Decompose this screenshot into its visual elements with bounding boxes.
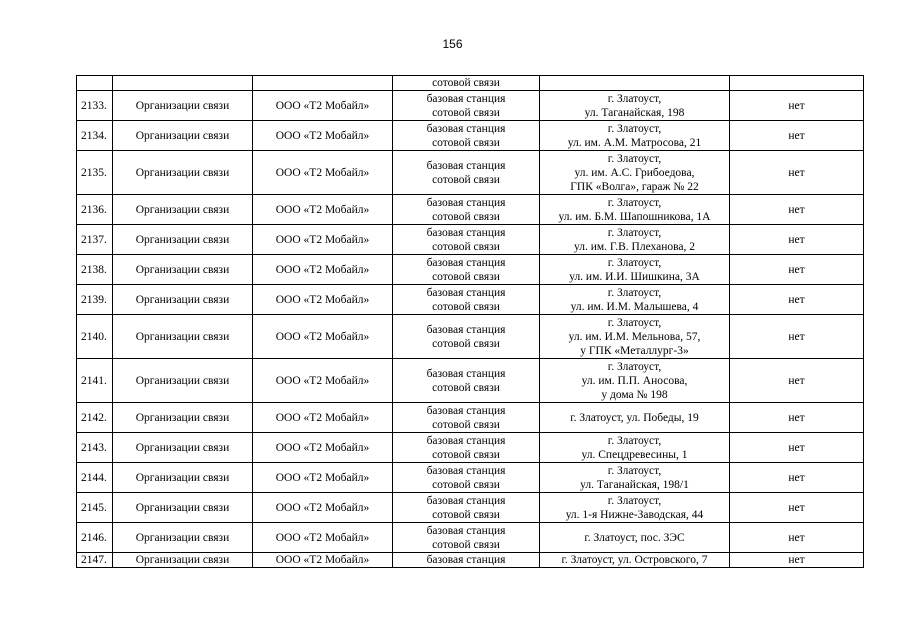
object-type-cell <box>393 523 540 553</box>
object-type-cell-line: сотовой связи <box>432 106 500 119</box>
table-row <box>77 315 864 359</box>
value-cell: нет <box>730 91 864 121</box>
object-type-cell-line: сотовой связи <box>432 337 500 350</box>
row-number-cell: 2147. <box>77 553 113 568</box>
object-type-cell-line: сотовой связи <box>432 418 500 431</box>
object-type-cell-line: базовая станция <box>426 404 506 417</box>
category-cell: Организации связи <box>113 225 253 255</box>
table-row <box>77 403 864 433</box>
table-row <box>77 433 864 463</box>
value-cell: нет <box>730 315 864 359</box>
address-cell-line: у ГПК «Металлург-3» <box>580 344 689 357</box>
object-type-cell-line: базовая станция <box>426 159 506 172</box>
address-cell <box>540 285 730 315</box>
category-cell: Организации связи <box>113 195 253 225</box>
value-cell: нет <box>730 359 864 403</box>
organization-cell: ООО «Т2 Мобайл» <box>253 493 393 523</box>
object-type-cell <box>393 433 540 463</box>
value-cell: нет <box>730 151 864 195</box>
category-cell: Организации связи <box>113 315 253 359</box>
object-type-cell <box>393 91 540 121</box>
table-row <box>77 225 864 255</box>
row-number-cell: 2145. <box>77 493 113 523</box>
address-cell-line: г. Златоуст, <box>607 152 662 165</box>
object-type-cell-line: базовая станция <box>426 286 506 299</box>
address-cell <box>540 225 730 255</box>
address-cell-line: г. Златоуст, <box>607 286 662 299</box>
address-cell <box>540 463 730 493</box>
address-cell <box>540 195 730 225</box>
object-type-cell-line: базовая станция <box>426 122 506 135</box>
object-type-cell-line: сотовой связи <box>432 538 500 551</box>
table-row <box>77 255 864 285</box>
object-type-cell-line: базовая станция <box>426 323 506 336</box>
table-row <box>77 463 864 493</box>
address-cell-line: ул. им. П.П. Аносова, <box>581 374 688 387</box>
address-cell <box>540 403 730 433</box>
organization-cell: ООО «Т2 Мобайл» <box>253 359 393 403</box>
value-cell: нет <box>730 553 864 568</box>
object-type-cell-line: базовая станция <box>426 256 506 269</box>
address-cell-line: ГПК «Волга», гараж № 22 <box>570 180 699 193</box>
value-cell: нет <box>730 493 864 523</box>
object-type-cell-line: базовая станция <box>426 554 506 566</box>
address-cell <box>540 523 730 553</box>
address-cell-line: г. Златоуст, <box>607 360 662 373</box>
organization-cell: ООО «Т2 Мобайл» <box>253 91 393 121</box>
table-row <box>77 285 864 315</box>
address-cell <box>540 151 730 195</box>
object-type-cell-line: базовая станция <box>426 464 506 477</box>
object-type-cell-line: сотовой связи <box>432 478 500 491</box>
table-row <box>77 76 864 91</box>
object-type-cell-line: сотовой связи <box>432 136 500 149</box>
address-cell-line: г. Златоуст, <box>607 434 662 447</box>
address-cell-line: г. Златоуст, ул. Островского, 7 <box>561 554 708 566</box>
address-cell-line: г. Златоуст, <box>607 256 662 269</box>
table-row <box>77 493 864 523</box>
address-cell <box>540 433 730 463</box>
object-type-cell <box>393 463 540 493</box>
address-cell-line: у дома № 198 <box>601 388 668 401</box>
category-cell: Организации связи <box>113 553 253 568</box>
address-cell <box>540 553 730 568</box>
address-cell-line: ул. Таганайская, 198/1 <box>580 478 689 491</box>
organization-cell: ООО «Т2 Мобайл» <box>253 403 393 433</box>
category-cell: Организации связи <box>113 91 253 121</box>
object-type-cell-line: сотовой связи <box>432 381 500 394</box>
value-cell: нет <box>730 225 864 255</box>
address-cell-line: г. Златоуст, <box>607 316 662 329</box>
address-cell-line: г. Златоуст, <box>607 92 662 105</box>
organization-cell: ООО «Т2 Мобайл» <box>253 523 393 553</box>
address-cell-line: ул. им. И.И. Шишкина, 3А <box>569 270 700 283</box>
object-type-cell-line: базовая станция <box>426 226 506 239</box>
organization-cell: ООО «Т2 Мобайл» <box>253 151 393 195</box>
address-cell <box>540 76 730 91</box>
object-type-cell-line: базовая станция <box>426 92 506 105</box>
row-number-cell: 2134. <box>77 121 113 151</box>
table-row <box>77 195 864 225</box>
row-number-cell: 2139. <box>77 285 113 315</box>
object-type-cell <box>393 151 540 195</box>
address-cell <box>540 121 730 151</box>
value-cell: нет <box>730 523 864 553</box>
address-cell <box>540 255 730 285</box>
organization-cell: ООО «Т2 Мобайл» <box>253 195 393 225</box>
object-type-cell <box>393 225 540 255</box>
category-cell: Организации связи <box>113 285 253 315</box>
row-number-cell: 2141. <box>77 359 113 403</box>
address-cell <box>540 315 730 359</box>
table-row <box>77 359 864 403</box>
object-type-cell <box>393 553 540 568</box>
address-cell-line: г. Златоуст, пос. ЗЭС <box>584 531 685 544</box>
value-cell: нет <box>730 433 864 463</box>
organization-cell: ООО «Т2 Мобайл» <box>253 433 393 463</box>
address-cell-line: ул. Спецдревесины, 1 <box>581 448 688 461</box>
table-row <box>77 151 864 195</box>
object-type-cell <box>393 403 540 433</box>
row-number-cell <box>77 76 113 91</box>
row-number-cell: 2137. <box>77 225 113 255</box>
address-cell-line: ул. 1-я Нижне-Заводская, 44 <box>565 508 704 521</box>
address-cell-line: г. Златоуст, <box>607 226 662 239</box>
document-table <box>76 75 864 568</box>
object-type-cell-line: сотовой связи <box>432 508 500 521</box>
row-number-cell: 2146. <box>77 523 113 553</box>
table-row <box>77 553 864 568</box>
category-cell: Организации связи <box>113 359 253 403</box>
address-cell-line: ул. им. А.М. Матросова, 21 <box>567 136 702 149</box>
object-type-cell <box>393 285 540 315</box>
object-type-cell-line: базовая станция <box>426 434 506 447</box>
object-type-cell-line: сотовой связи <box>432 300 500 313</box>
row-number-cell: 2143. <box>77 433 113 463</box>
category-cell <box>113 76 253 91</box>
organization-cell: ООО «Т2 Мобайл» <box>253 553 393 568</box>
object-type-cell-line: сотовой связи <box>432 270 500 283</box>
value-cell: нет <box>730 285 864 315</box>
row-number-cell: 2135. <box>77 151 113 195</box>
object-type-cell-line: сотовой связи <box>432 173 500 186</box>
object-type-cell <box>393 76 540 91</box>
address-cell-line: г. Златоуст, <box>607 464 662 477</box>
object-type-cell-line: базовая станция <box>426 524 506 537</box>
address-cell-line: ул. им. И.М. Мельнова, 57, <box>568 330 701 343</box>
value-cell: нет <box>730 463 864 493</box>
row-number-cell: 2142. <box>77 403 113 433</box>
value-cell: нет <box>730 121 864 151</box>
category-cell: Организации связи <box>113 463 253 493</box>
row-number-cell: 2133. <box>77 91 113 121</box>
object-type-cell-line: базовая станция <box>426 196 506 209</box>
row-number-cell: 2138. <box>77 255 113 285</box>
object-type-cell <box>393 121 540 151</box>
address-cell <box>540 359 730 403</box>
row-number-cell: 2140. <box>77 315 113 359</box>
category-cell: Организации связи <box>113 151 253 195</box>
row-number-cell: 2144. <box>77 463 113 493</box>
category-cell: Организации связи <box>113 255 253 285</box>
object-type-cell <box>393 195 540 225</box>
object-type-cell-line: сотовой связи <box>432 240 500 253</box>
organization-cell: ООО «Т2 Мобайл» <box>253 121 393 151</box>
value-cell: нет <box>730 195 864 225</box>
address-cell-line: г. Златоуст, <box>607 122 662 135</box>
category-cell: Организации связи <box>113 433 253 463</box>
organization-cell: ООО «Т2 Мобайл» <box>253 285 393 315</box>
table-row <box>77 121 864 151</box>
organization-cell <box>253 76 393 91</box>
value-cell: нет <box>730 255 864 285</box>
object-type-cell <box>393 493 540 523</box>
organization-cell: ООО «Т2 Мобайл» <box>253 225 393 255</box>
address-cell-line: г. Златоуст, <box>607 196 662 209</box>
address-cell-line: г. Златоуст, <box>607 494 662 507</box>
category-cell: Организации связи <box>113 121 253 151</box>
address-cell-line: ул. Таганайская, 198 <box>584 106 685 119</box>
category-cell: Организации связи <box>113 493 253 523</box>
object-type-cell <box>393 359 540 403</box>
organization-cell: ООО «Т2 Мобайл» <box>253 315 393 359</box>
page-number: 156 <box>442 37 463 51</box>
address-cell-line: г. Златоуст, ул. Победы, 19 <box>570 411 699 424</box>
organization-cell: ООО «Т2 Мобайл» <box>253 463 393 493</box>
address-cell-line: ул. им. Б.М. Шапошникова, 1А <box>558 210 711 223</box>
row-number-cell: 2136. <box>77 195 113 225</box>
category-cell: Организации связи <box>113 403 253 433</box>
value-cell: нет <box>730 403 864 433</box>
object-type-cell-line: сотовой связи <box>432 77 500 89</box>
table-row <box>77 523 864 553</box>
object-type-cell-line: базовая станция <box>426 367 506 380</box>
category-cell: Организации связи <box>113 523 253 553</box>
value-cell <box>730 76 864 91</box>
object-type-cell-line: сотовой связи <box>432 210 500 223</box>
object-type-cell <box>393 315 540 359</box>
address-cell <box>540 91 730 121</box>
object-type-cell-line: сотовой связи <box>432 448 500 461</box>
organization-cell: ООО «Т2 Мобайл» <box>253 255 393 285</box>
address-cell <box>540 493 730 523</box>
object-type-cell <box>393 255 540 285</box>
object-type-cell-line: базовая станция <box>426 494 506 507</box>
address-cell-line: ул. им. Г.В. Плеханова, 2 <box>573 240 696 253</box>
address-cell-line: ул. им. И.М. Малышева, 4 <box>570 300 699 313</box>
table-body <box>77 76 864 568</box>
table-row <box>77 91 864 121</box>
address-cell-line: ул. им. А.С. Грибоедова, <box>574 166 695 179</box>
